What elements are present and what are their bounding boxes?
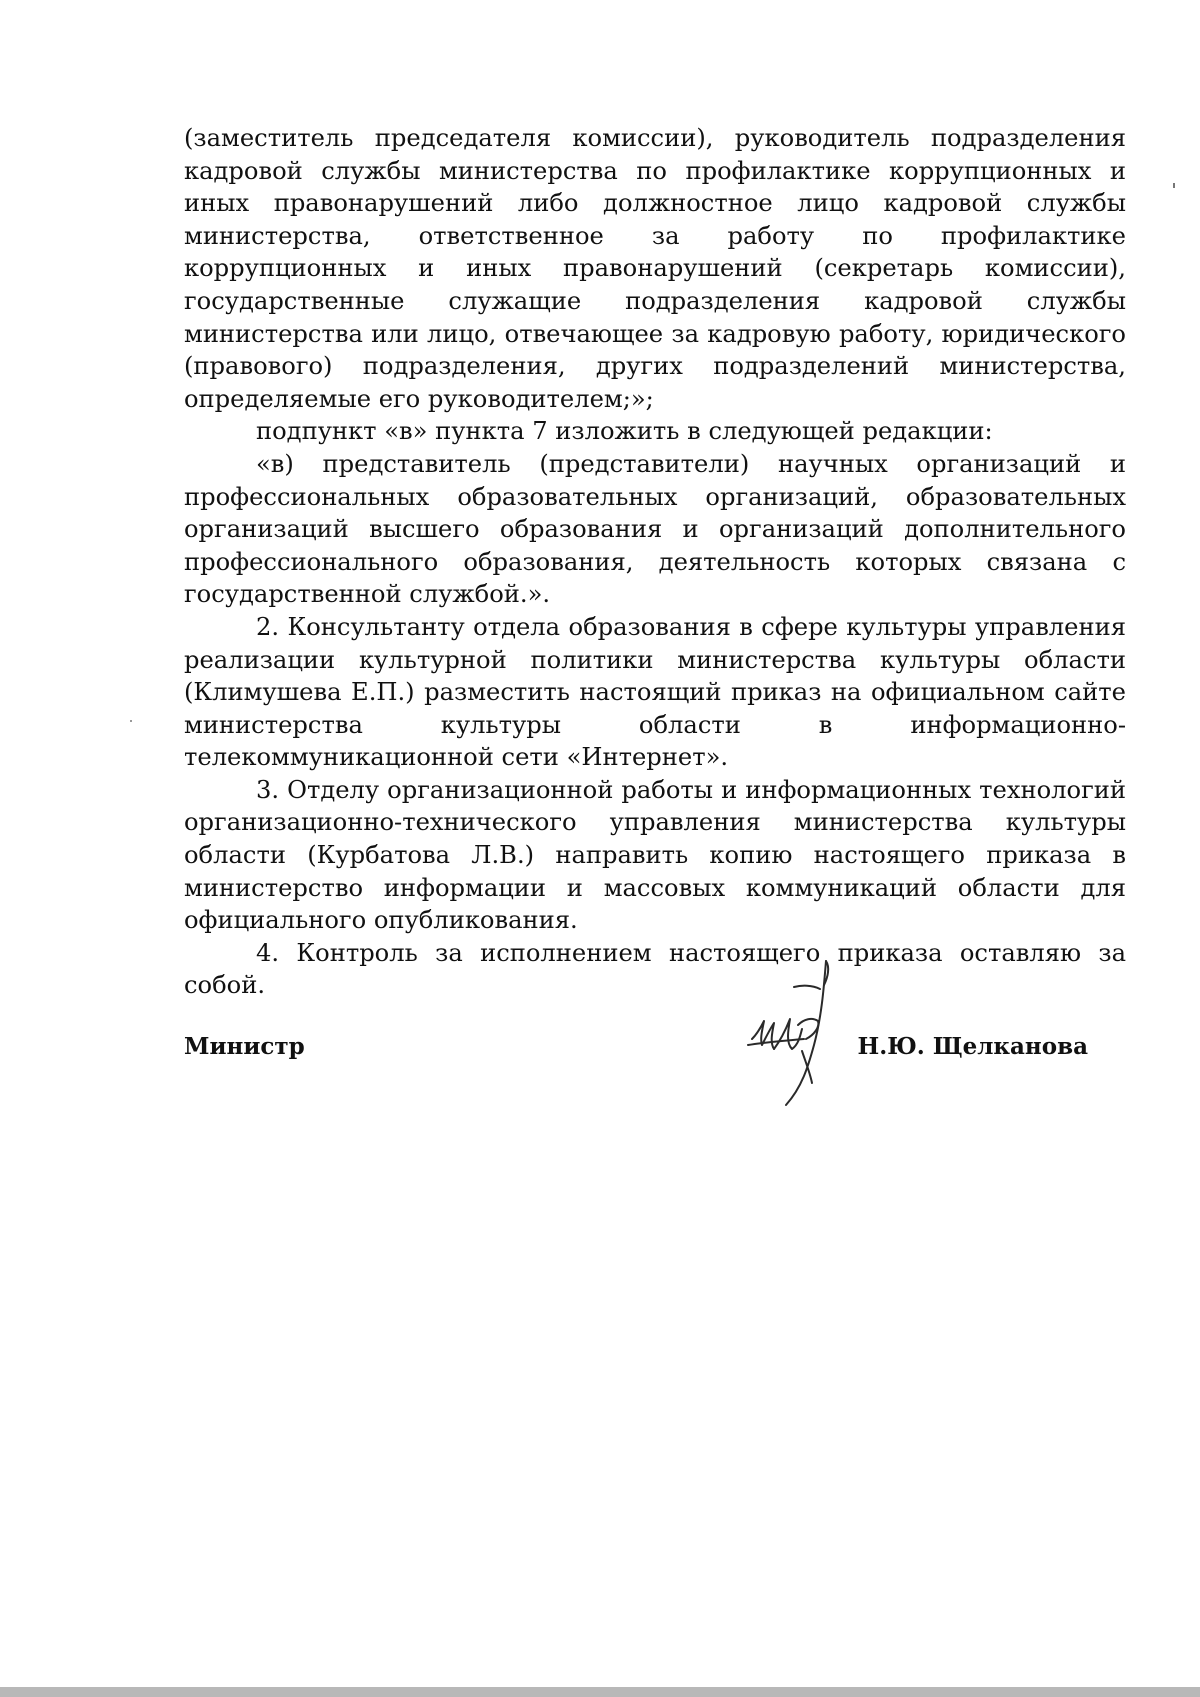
signatory-name: Н.Ю. Щелканова xyxy=(857,1033,1088,1060)
paragraph-subpoint-v: «в) представитель (представители) научных организаций и профессиональных образовательных организаций, образовательных организаций высшего образования и организаций дополнительного профессионального образования, деятельность которых связана с государственной службой.». xyxy=(184,449,1126,609)
signature-block xyxy=(184,1033,1088,1073)
paragraph-item-4: 4. Контроль за исполнением настоящего приказа оставляю за собой. xyxy=(184,938,1126,1000)
scan-bottom-edge xyxy=(0,1687,1200,1697)
signatory-position: Министр xyxy=(184,1033,305,1060)
paragraph-continuation: (заместитель председателя комиссии), руководитель подразделения кадровой службы министерства по профилактике коррупционных и иных правонарушений либо должностное лицо кадровой службы министерства, ответственное за работу по профилактике коррупционных и иных правонарушений (секретарь комиссии), государственные служащие подразделения кадровой службы министерства или лицо, отвечающее за кадровую работу, юридического (правового) подразделения, других подразделений министерства, определяемые его руководителем;»; xyxy=(184,124,1126,413)
paragraph-item-3: 3. Отделу организационной работы и информационных технологий организационно-технического управления министерства культуры области (Курбатова Л.В.) направить копию настоящего приказа в министерство информации и массовых коммуникаций области для официального опубликования. xyxy=(184,775,1126,935)
margin-speck xyxy=(130,720,132,722)
paragraph-subpoint-v-intro: подпункт «в» пункта 7 изложить в следующей редакции: xyxy=(256,417,993,446)
paragraph-item-2: 2. Консультанту отдела образования в сфере культуры управления реализации культурной политики министерства культуры области (Климушева Е.П.) разместить настоящий приказ на официальном сайте министерства культуры области в информационно-телекоммуникационной сети «Интернет». xyxy=(184,612,1126,772)
margin-speck xyxy=(1173,183,1175,188)
document-body xyxy=(184,122,1126,1002)
